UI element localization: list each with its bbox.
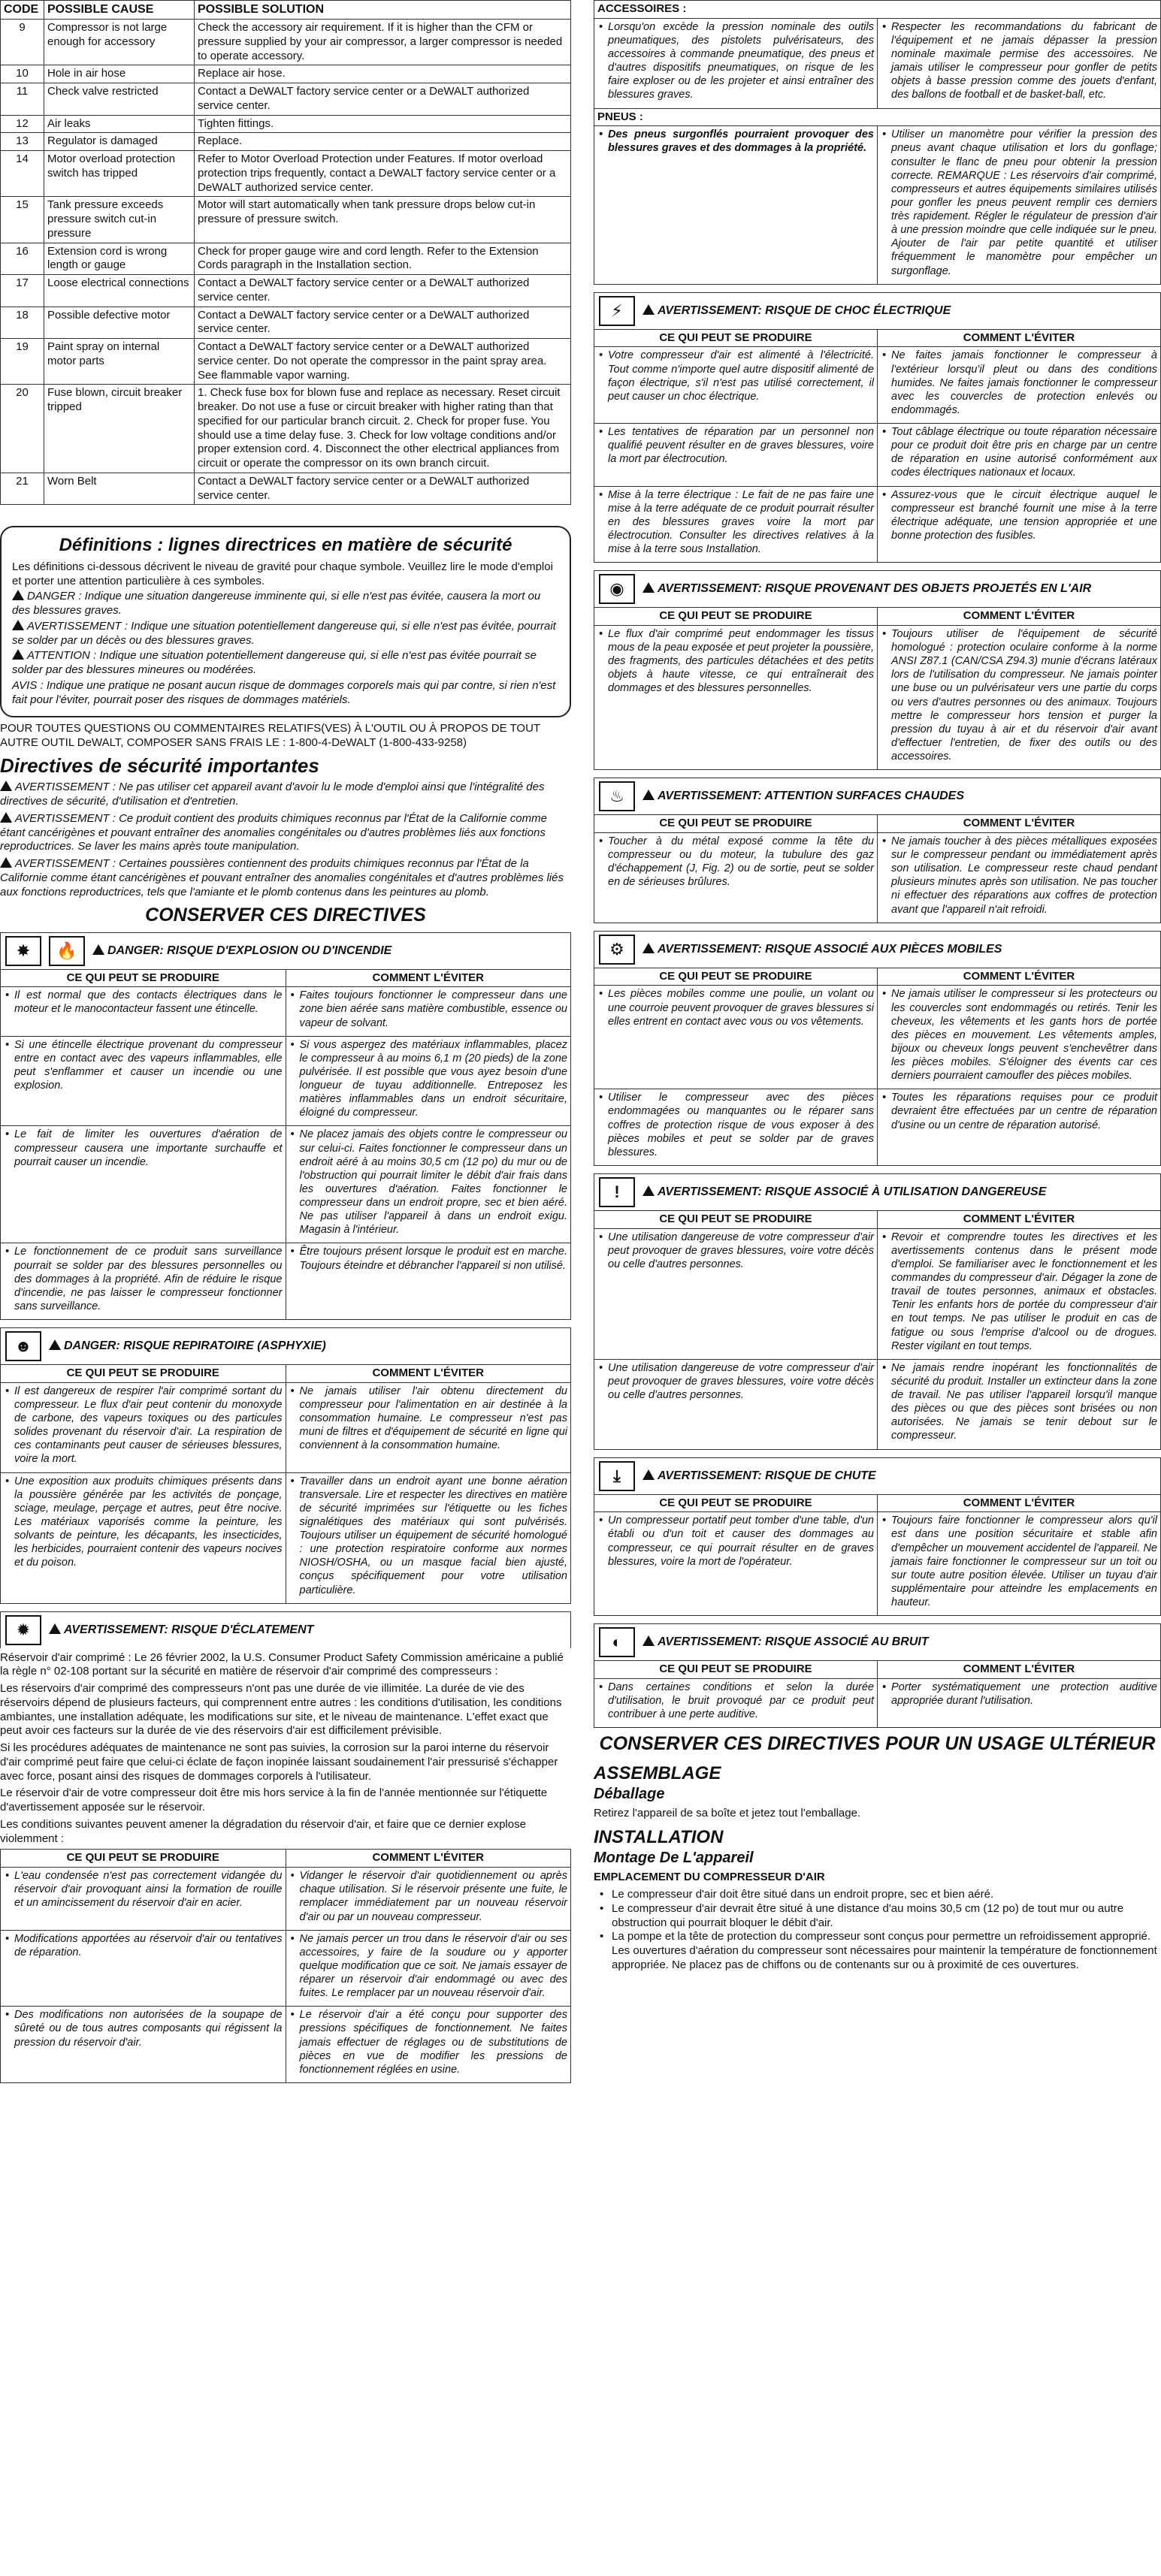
cell-code: 13 <box>1 133 44 151</box>
header-risk: CE QUI PEUT SE PRODUIRE <box>1 1850 286 1868</box>
table-header-row <box>594 329 1161 347</box>
list-item: • Ne jamais toucher à des pièces métalliques exposées sur le compresseur pendant ou immédiatement après son utilisation. Le compresseur reste chaud pendant plusieurs minutes après son utilisation. Ne pas toucher ni effectuer des réparations aux coffres de protection avant que l'appareil n'ait refroidi. <box>881 835 1157 917</box>
list-item: • Ne jamais utiliser l'air obtenu directement du compresseur pour l'alimentation en air destinée à la consommation humaine. Le compresseur n'est pas muni de filtres et d'équipement de sécurité en ligne qui conviennent à la consommation humaine. <box>289 1385 568 1453</box>
deballage-title: Déballage <box>594 1785 665 1802</box>
list-item: • Lorsqu'on excède la pression nominale des outils pneumatiques, des pistolets pulvérisateurs, des accessoires à commande pneumatique, des pneus et d'autres dispositifs pneumatiques, on risque de les faire exploser ou de les projeter et ainsi entraîner des blessures graves. <box>597 20 874 102</box>
cell-solution: Replace air hose. <box>195 65 571 83</box>
explosion-table <box>0 969 571 1321</box>
table-row <box>1 2007 571 2083</box>
header-prevention: COMMENT L'ÉVITER <box>286 1850 571 1868</box>
header-prevention: COMMENT L'ÉVITER <box>878 815 1161 833</box>
table-row <box>1 65 571 83</box>
list-item: • Toucher à du métal exposé comme la tête du compresseur ou du moteur, la tubulure des gaz d'échappement (J, Fig. 2) ou de sortie, peut se solder en de sérieuses brûlures. <box>597 835 874 889</box>
safety-p1: AVERTISSEMENT : Ne pas utiliser cet appareil avant d'avoir lu le mode d'emploi ainsi que l'intégralité des directives de sécurité, d'utilisation et d'entretien. <box>0 781 545 808</box>
list-item: • Il est dangereux de respirer l'air comprimé sortant du compresseur. Le flux d'air peut contenir du monoxyde de carbone, des vapeurs toxiques ou des particules solides provenant du réservoir d'air. La respiration de ces contaminants peut causer de sérieuses blessures, voire la mort. <box>4 1385 283 1466</box>
table-row <box>1 339 571 385</box>
table-row <box>1 115 571 133</box>
table-row <box>1 385 571 473</box>
list-item: • Ne placez jamais des objets contre le compresseur ou sur celui-ci. Faites fonctionner le compresseur dans un endroit aéré à au moins 30,5 cm (12 po) du mur ou de l'obstruction qui pourrait limiter le débit d'air frais dans les ouvertures d'aération. Faites fonctionner le compresseur dans un endroit propre, sec et bien aéré. Ne pas utiliser l'appareil à dans un endroit exigu. Magasin à l'intérieur. <box>289 1128 568 1237</box>
cell-code: 16 <box>1 243 44 275</box>
table-header-row <box>594 1661 1161 1679</box>
cell-cause: Fuse blown, circuit breaker tripped <box>44 385 195 473</box>
assemblage-title: ASSEMBLAGE <box>594 1762 721 1783</box>
contact-line: POUR TOUTES QUESTIONS OU COMMENTAIRES RELATIFS(VES) À L'OUTIL OU À PROPOS DE TOUT AUTRE OUTIL DeWALT, COMPOSER SANS FRAIS LE : 1-800-4-DeWALT (1-800-433-9258) <box>0 722 540 750</box>
def-danger: DANGER : Indique une situation dangereuse imminente qui, si elle n'est pas évitée, causera la mort ou des blessures graves. <box>12 590 541 618</box>
table-header-row <box>594 1494 1161 1512</box>
cell-code: 10 <box>1 65 44 83</box>
cell-cause: Tank pressure exceeds pressure switch cut-in pressure <box>44 197 195 243</box>
header-prevention: COMMENT L'ÉVITER <box>878 1210 1161 1228</box>
cell-cause: Regulator is damaged <box>44 133 195 151</box>
list-item: • Si une étincelle électrique provenant du compresseur entre en contact avec des vapeurs inflammables, elle peut s'enflammer et causer un incendie ou une explosion. <box>4 1038 283 1093</box>
table-header-row <box>594 1210 1161 1228</box>
cell-code: 12 <box>1 115 44 133</box>
installation-title: INSTALLATION <box>594 1827 724 1848</box>
bruit-header: ◐ AVERTISSEMENT: RISQUE ASSOCIÉ AU BRUIT <box>594 1623 1161 1660</box>
table-header-row <box>594 968 1161 986</box>
table-header-row <box>1 1850 571 1868</box>
table-row <box>1 275 571 307</box>
table-row <box>1 1930 571 2007</box>
ear-protection-icon: ◐ <box>599 1627 635 1657</box>
list-item: • Le flux d'air comprimé peut endommager les tissus mous de la peau exposée et peut projeter la poussière, des fragments, des particules détachées et des petits objets à haute vitesse, ce qui entraînerait des dommages et des blessures personnelles. <box>597 627 874 696</box>
header-risk: CE QUI PEUT SE PRODUIRE <box>594 1494 878 1512</box>
cell-code: 15 <box>1 197 44 243</box>
safety-title: Directives de sécurité importantes <box>0 753 319 777</box>
cell-solution: Contact a DeWALT factory service center or a DeWALT authorized service center. <box>195 307 571 339</box>
header-risk: CE QUI PEUT SE PRODUIRE <box>594 815 878 833</box>
right-column <box>594 0 1161 1973</box>
header-prevention: COMMENT L'ÉVITER <box>878 1494 1161 1512</box>
header-risk: CE QUI PEUT SE PRODUIRE <box>594 1210 878 1228</box>
deballage-text: Retirez l'appareil de sa boîte et jetez tout l'emballage. <box>594 1806 861 1820</box>
cell-solution: Check the accessory air requirement. If it is higher than the CFM or pressure supplied by your air compressor, a larger compressor is needed to operate accessory. <box>195 20 571 65</box>
eclatement-header: ✹ AVERTISSEMENT: RISQUE D'ÉCLATEMENT <box>0 1611 571 1648</box>
header-risk: CE QUI PEUT SE PRODUIRE <box>594 1661 878 1679</box>
cell-cause: Worn Belt <box>44 473 195 505</box>
warning-triangle-icon <box>12 590 24 600</box>
list-item: • Le fonctionnement de ce produit sans surveillance pourrait se solder par des blessures personnelles ou des dommages à la propriété. Afin de réduire le risque d'incendie, ne pas laisser le compresseur fonctionner sans surveillance. <box>4 1245 283 1313</box>
eclatement-p5: Les conditions suivantes peuvent amener la dégradation du réservoir d'air, et faire que ce dernier explose violemment : <box>0 1817 526 1845</box>
list-item: • Toujours utiliser de l'équipement de sécurité homologué : protection oculaire conforme à la norme ANSI Z87.1 (CAN/CSA Z94.3) munie d'écrans latéraux lors de l'utilisation du compresseur. Ne jamais pointer une buse ou un pulvérisateur vers une partie du corps ou vers d'autres personnes ou des animaux. Toujours mettre le compresseur hors tension et purger la pression du tuyau à air et du réservoir d'air avant d'effectuer l'entretien, de fixer des outils ou des accessoires. <box>881 627 1157 763</box>
hot-surface-icon: ♨ <box>599 781 635 811</box>
list-item: • Tout câblage électrique ou toute réparation nécessaire pour ce produit doit être pris en charge par un centre de réparation en usine autorisé conformément aux codes électriques nationaux et locaux. <box>881 425 1157 480</box>
list-item: • Si vous aspergez des matériaux inflammables, placez le compresseur à au moins 6,1 m (20 pieds) de la zone pulvérisée. Il est possible que vous ayez besoin d'une longueur de tuyau additionnelle. Entreposez les matières inflammables dans un endroit sécuritaire, éloigné du compresseur. <box>289 1038 568 1120</box>
list-item: • Un compresseur portatif peut tomber d'une table, d'un établi ou d'un toit et causer des dommages au compresseur, ce qui pourrait résulter en de graves blessures, voire la mort de l'opérateur. <box>597 1514 874 1569</box>
list-item: • Ne faites jamais fonctionner le compresseur à l'extérieur lorsqu'il pleut ou dans des conditions humides. Ne faites jamais fonctionner le compresseur avec les couvercles de protection enlevés ou endommagés. <box>881 349 1157 417</box>
header-risk: CE QUI PEUT SE PRODUIRE <box>594 968 878 986</box>
cell-code: 18 <box>1 307 44 339</box>
list-item: • Modifications apportées au réservoir d'air ou tentatives de réparation. <box>4 1932 283 1959</box>
table-header-row <box>594 608 1161 626</box>
cell-code: 14 <box>1 151 44 197</box>
header-cause: POSSIBLE CAUSE <box>44 1 195 20</box>
cell-code: 17 <box>1 275 44 307</box>
accessoires-title: ACCESSOIRES : <box>594 1 1161 19</box>
table-row <box>1 1126 571 1243</box>
respirator-icon: ☻ <box>5 1331 41 1361</box>
asphyxie-table <box>0 1364 571 1604</box>
header-prevention: COMMENT L'ÉVITER <box>878 608 1161 626</box>
cell-cause: Paint spray on internal motor parts <box>44 339 195 385</box>
warning-triangle-icon <box>0 857 12 868</box>
list-item: • Il est normal que des contacts électriques dans le moteur et le manocontacteur fassent une étincelle. <box>4 989 283 1016</box>
list-item: • Le fait de limiter les ouvertures d'aération de compresseur causera une importante surchauffe et pourrait causer un incendie. <box>4 1128 283 1168</box>
table-row <box>1 83 571 116</box>
cell-cause: Motor overload protection switch has tripped <box>44 151 195 197</box>
warning-triangle-icon <box>642 790 655 800</box>
warning-triangle-icon <box>0 781 12 791</box>
list-item: • Respecter les recommandations du fabricant de l'équipement et ne jamais dépasser la pression nominale maximale permise des accessoires. Ne jamais utiliser le compresseur pour gonfler de petits objets à basse pression comme des jouets d'enfant, des ballons de football et de basket-ball, etc. <box>881 20 1157 102</box>
table-row <box>1 20 571 65</box>
projetes-table <box>594 607 1161 770</box>
table-row <box>594 625 1161 769</box>
header-prevention: COMMENT L'ÉVITER <box>878 329 1161 347</box>
list-item: • Le réservoir d'air a été conçu pour supporter des pressions spécifiques de fonctionnement. Ne faites jamais effectuer de réglages ou de substitutions de pièces en vue de modifier les pressions de fonctionnement réglées en usine. <box>289 2008 568 2076</box>
cell-solution: Contact a DeWALT factory service center or a DeWALT authorized service center. <box>195 473 571 505</box>
table-row <box>1 307 571 339</box>
table-row <box>594 126 1161 284</box>
table-row <box>594 486 1161 563</box>
table-row <box>594 1089 1161 1166</box>
header-solution: POSSIBLE SOLUTION <box>195 1 571 20</box>
header-prevention: COMMENT L'ÉVITER <box>878 1661 1161 1679</box>
table-row <box>1 243 571 275</box>
warning-triangle-icon <box>642 1469 655 1480</box>
list-item: • Toujours faire fonctionner le compresseur alors qu'il est dans une position sécuritaire et stable afin d'empêcher un mouvement accidentel de l'appareil. Ne jamais faire fonctionner le compresseur sur un toit ou sur toute autre position élevée. Utiliser un tuyau d'air supplémentaire pour atteindre les emplacements en hauteur. <box>881 1514 1157 1609</box>
fire-icon: 🔥 <box>49 936 85 966</box>
safety-first-icon: ! <box>599 1177 635 1207</box>
cell-code: 11 <box>1 83 44 116</box>
cell-solution: Refer to Motor Overload Protection under Features. If motor overload protection trips frequently, contact a DeWALT factory service center or a DeWALT authorized service center. <box>195 151 571 197</box>
safety-p3: AVERTISSEMENT : Certaines poussières contiennent des produits chimiques reconnus par l'État de la Californie comme étant cancérigènes et pouvant entraîner des anomalies congénitales et d'autres problèmes liés aux fonctions reproductrices, tels que l'amiante et le plomb contenus dans les peintures au plomb. <box>0 857 564 898</box>
table-row <box>594 347 1161 424</box>
electric-shock-icon: ⚡ <box>599 296 635 326</box>
cell-solution: Contact a DeWALT factory service center or a DeWALT authorized service center. <box>195 275 571 307</box>
chaudes-header: ♨ AVERTISSEMENT: ATTENTION SURFACES CHAUDES <box>594 778 1161 814</box>
header-risk: CE QUI PEUT SE PRODUIRE <box>594 608 878 626</box>
list-item: • Être toujours présent lorsque le produit est en marche. Toujours éteindre et débrancher l'appareil si non utilisé. <box>289 1245 568 1272</box>
table-row <box>594 1228 1161 1359</box>
cell-solution: Check for proper gauge wire and cord length. Refer to the Extension Cords paragraph in the Installation section. <box>195 243 571 275</box>
definitions-title: Définitions : lignes directrices en matière de sécurité <box>59 535 512 556</box>
table-header-row <box>594 815 1161 833</box>
asphyxie-header: ☻ DANGER: RISQUE REPIRATOIRE (ASPHYXIE) <box>0 1327 571 1364</box>
cell-code: 9 <box>1 20 44 65</box>
list-item: • Votre compresseur d'air est alimenté à l'électricité. Tout comme n'importe quel autre dispositif alimenté de façon électrique, s'il n'est pas utilisé correctement, il peut causer un choc électrique. <box>597 349 874 403</box>
cell-code: 19 <box>1 339 44 385</box>
header-code: CODE <box>1 1 44 20</box>
list-item: • Faites toujours fonctionner le compresseur dans une zone bien aérée sans matière combustible, essence ou vapeur de solvant. <box>289 989 568 1029</box>
fall-icon: ⤓ <box>599 1461 635 1491</box>
cell-cause: Check valve restricted <box>44 83 195 116</box>
list-item: • Une exposition aux produits chimiques présents dans la poussière générée par les activités de ponçage, sciage, meulage, perçage et autres, peut être nocive. Les matériaux vaporisés comme la peinture, les solvants de peinture, les décapants, les insecticides, les herbicides, pourraient contenir des vapeurs nocives et du poison. <box>4 1475 283 1570</box>
chute-header: ⤓ AVERTISSEMENT: RISQUE DE CHUTE <box>594 1457 1161 1494</box>
warning-triangle-icon <box>0 812 12 823</box>
cell-cause: Loose electrical connections <box>44 275 195 307</box>
list-item: • Les tentatives de réparation par un personnel non qualifié peuvent résulter en de graves blessures, voire la mort par électrocution. <box>597 425 874 466</box>
cell-solution: Contact a DeWALT factory service center or a DeWALT authorized service center. Do not operate the compressor in the paint spray area. See flammable vapor warning. <box>195 339 571 385</box>
warning-triangle-icon <box>12 649 24 660</box>
cell-cause: Compressor is not large enough for accessory <box>44 20 195 65</box>
list-item: • Une utilisation dangereuse de votre compresseur d'air peut provoquer de graves blessures, voire votre décès ou celle d'autres personnes. <box>597 1361 874 1402</box>
list-item: • Travailler dans un endroit ayant une bonne aération transversale. Lire et respecter les directives en matière de sécurité imprimées sur l'étiquette ou les fiches signalétiques des matériaux qui sont pulvérisés. Toujours utiliser un équipement de sécurité homologué : une protection respiratoire conforme aux normes NIOSH/OSHA, ou un masque facial bien ajusté, conçus spécifiquement pour votre utilisation particulière. <box>289 1475 568 1597</box>
explosion-header: ✸ 🔥 DANGER: RISQUE D'EXPLOSION OU D'INCENDIE <box>0 932 571 969</box>
header-prevention: COMMENT L'ÉVITER <box>878 968 1161 986</box>
keep-future-title: CONSERVER CES DIRECTIVES POUR UN USAGE ULTÉRIEUR <box>599 1733 1156 1755</box>
emplacement-list <box>594 1888 1161 1973</box>
table-row <box>1 1472 571 1603</box>
keep-instructions-title: CONSERVER CES DIRECTIVES <box>145 904 426 926</box>
list-item: • Le compresseur d'air doit être situé dans un endroit propre, sec et bien aéré. <box>594 1888 1161 1902</box>
cell-code: 20 <box>1 385 44 473</box>
bruit-table <box>594 1660 1161 1728</box>
table-row <box>1 133 571 151</box>
definitions-intro: Les définitions ci-dessous décrivent le niveau de gravité pour chaque symbole. Veuillez lire le mode d'emploi et porter une attention particulière à ces symboles. <box>12 560 553 587</box>
chaudes-table <box>594 814 1161 923</box>
list-item: • L'eau condensée n'est pas correctement vidangée du réservoir d'air provoquant ainsi la formation de rouille et un amincissement du réservoir d'air en acier. <box>4 1869 283 1910</box>
warning-triangle-icon <box>642 582 655 593</box>
table-row <box>594 424 1161 487</box>
cell-cause: Air leaks <box>44 115 195 133</box>
accessoires-table <box>594 0 1161 285</box>
warning-triangle-icon <box>49 1339 61 1350</box>
list-item: • Revoir et comprendre toutes les directives et les avertissements contenus dans le présent mode d'emploi. Se familiariser avec le fonctionnement et les commandes du compresseur d'air. Dégager la zone de travail de toutes personnes, animaux et obstacles. Tenir les enfants hors de portée du compresseur d'air en tout temps. Ne pas utiliser le produit en cas de fatigue ou sous l'emprise d'alcool ou de drogues. Rester vigilant en tout temps. <box>881 1231 1157 1353</box>
pneus-title: PNEUS : <box>594 108 1161 126</box>
dangereuse-header: ! AVERTISSEMENT: RISQUE ASSOCIÉ À UTILISATION DANGEREUSE <box>594 1173 1161 1210</box>
explosion-icon: ✸ <box>5 936 41 966</box>
list-item: • Porter systématiquement une protection auditive appropriée durant l'utilisation. <box>881 1681 1157 1708</box>
header-prevention: COMMENT L'ÉVITER <box>286 969 571 987</box>
table-row <box>1 1382 571 1472</box>
def-attention: ATTENTION : Indique une situation potentiellement dangereuse qui, si elle n'est pas évitée pourrait se solder par des blessures mineures ou modérées. <box>12 649 537 677</box>
cell-solution: Replace. <box>195 133 571 151</box>
list-item: • Ne jamais utiliser le compresseur si les protecteurs ou les couvercles sont endommagés ou retirés. Tenir les cheveux, les vêtements et les gants hors de portée des pièces en mouvement. Les vêtements amples, bijoux ou cheveux longs peuvent s'enchevêtrer dans les pièces mobiles. S'éloigner des évents car ces derniers pourraient camoufler des pièces mobiles. <box>881 987 1157 1083</box>
list-item: • Dans certaines conditions et selon la durée d'utilisation, le bruit provoqué par ce produit peut contribuer à une perte auditive. <box>597 1681 874 1721</box>
warning-triangle-icon <box>642 1635 655 1646</box>
table-header-row <box>1 1 571 20</box>
list-item: • Vidanger le réservoir d'air quotidiennement ou après chaque utilisation. Si le réservoir présente une fuite, le remplacer immédiatement par un nouveau réservoir d'air ou par un nouveau compresseur. <box>289 1869 568 1924</box>
eclatement-p4: Le réservoir d'air de votre compresseur doit être mis hors service à la fin de l'année mentionnée sur l'étiquette d'avertissement apposée sur le réservoir. <box>0 1786 548 1814</box>
def-avertissement: AVERTISSEMENT : Indique une situation potentiellement dangereuse qui, si elle n'est pas évitée, pourrait se solder par un décès ou des blessures graves. <box>12 619 556 647</box>
cell-cause: Extension cord is wrong length or gauge <box>44 243 195 275</box>
list-item: • Mise à la terre électrique : Le fait de ne pas faire une mise à la terre adéquate de ce produit pourrait résulter en des blessures graves voire la mort par électrocution. Consulter les directives relatives à la mise à la terre sous Installation. <box>597 488 874 557</box>
moving-parts-icon: ⚙ <box>599 935 635 965</box>
left-column <box>0 0 571 2083</box>
cell-cause: Possible defective motor <box>44 307 195 339</box>
cell-solution: Motor will start automatically when tank pressure drops below cut-in pressure of pressure switch. <box>195 197 571 243</box>
eclatement-p2: Les réservoirs d'air comprimé des compresseurs n'ont pas une durée de vie illimitée. La durée de vie des réservoirs dépend de plusieurs facteurs, qui comprennent entre autres : les conditions d'utilisation, les conditions ambiantes, une installation adéquate, les modifications sur site, et le niveau de maintenance. L'effet exact que peut avoir ces facteurs sur la durée de vie des réservoirs d'air est difficilement prévisible. <box>0 1682 562 1738</box>
warning-triangle-icon <box>12 620 24 630</box>
cell-solution: Contact a DeWALT factory service center or a DeWALT authorized service center. <box>195 83 571 116</box>
definitions-box <box>0 526 571 717</box>
list-item: • La pompe et la tête de protection du compresseur sont conçus pour permettre un refroidissement approprié. Les ouvertures d'aération du compresseur sont nécessaires pour maintenir la température de fonctionnement appropriée. Ne placez pas de chiffons ou de contenants sur ou à proximité de ces ouvertures. <box>594 1930 1161 1972</box>
table-row <box>594 1359 1161 1449</box>
table-row <box>594 18 1161 108</box>
dangereuse-table <box>594 1210 1161 1450</box>
list-item: • Ne jamais percer un trou dans le réservoir d'air ou ses accessoires, y faire de la soudure ou y apporter quelque modification que ce soit. Ne jamais essayer de réparer un réservoir d'air endommagé ou avec des fuites. Le remplacer par un nouveau réservoir d'air. <box>289 1932 568 2001</box>
montage-title: Montage De L'appareil <box>594 1850 754 1867</box>
table-row <box>1 1243 571 1320</box>
eclatement-p1: Réservoir d'air comprimé : Le 26 février 2002, la U.S. Consumer Product Safety Commission américaine a publié la règle n° 02-108 portant sur la sécurité en matière de réservoir d'air comprimé des compresseurs : <box>0 1650 564 1678</box>
projetes-header: ◉ AVERTISSEMENT: RISQUE PROVENANT DES OBJETS PROJETÉS EN L'AIR <box>594 570 1161 607</box>
troubleshooting-table <box>0 0 571 505</box>
eclatement-table <box>0 1849 571 2083</box>
list-item: • Des modifications non autorisées de la soupape de sûreté ou de tous autres composants qui régissent la pression du réservoir d'air. <box>4 2008 283 2049</box>
table-row <box>594 986 1161 1089</box>
list-item: • Assurez-vous que le circuit électrique auquel le compresseur est branché fournit une mise à la terre électrique adéquate, une tension appropriée et une bonne protection des fusibles. <box>881 488 1157 543</box>
header-risk: CE QUI PEUT SE PRODUIRE <box>594 329 878 347</box>
goggles-icon: ◉ <box>599 574 635 604</box>
cell-solution: 1. Check fuse box for blown fuse and replace as necessary. Reset circuit breaker. Do not use a fuse or circuit breaker with higher rating than that specified for our particular branch circuit. 2. Check for proper fuse. You should use a time delay fuse. 3. Check for low voltage conditions and/or proper extension cord. 4. Disconnect the other electrical appliances from circuit or operate the compressor on its own branch circuit. <box>195 385 571 473</box>
header-prevention: COMMENT L'ÉVITER <box>286 1365 571 1383</box>
choc-table <box>594 329 1161 563</box>
cell-cause: Hole in air hose <box>44 65 195 83</box>
choc-header: ⚡ AVERTISSEMENT: RISQUE DE CHOC ÉLECTRIQUE <box>594 292 1161 329</box>
table-row <box>594 832 1161 923</box>
table-row <box>1 1036 571 1126</box>
list-item: • Des pneus surgonflés pourraient provoquer des blessures graves et des dommages à la propriété. <box>597 128 874 155</box>
list-item: • Toutes les réparations requises pour ce produit devraient être effectuées par un centre de réparation d'usine ou un centre de réparation autorisé. <box>881 1091 1157 1131</box>
cell-code: 21 <box>1 473 44 505</box>
list-item: • Ne jamais rendre inopérant les fonctionnalités de sécurité du produit. Installer un extincteur dans la zone de travail. Ne pas utiliser l'appareil lorsqu'il manque des pièces ou que des pièces sont brisées ou non autorisées. Ne jamais se tenir debout sur le compresseur. <box>881 1361 1157 1443</box>
emplacement-title: EMPLACEMENT DU COMPRESSEUR D'AIR <box>594 1871 825 1884</box>
warning-triangle-icon <box>92 944 104 955</box>
safety-p2: AVERTISSEMENT : Ce produit contient des produits chimiques reconnus par l'État de la Californie comme étant cancérigènes et pouvant entraîner des anomalies congénitales ou d'autres problèmes liés aux fonctions reproductrices. Se laver les mains après toute manipulation. <box>0 811 547 853</box>
warning-triangle-icon <box>49 1623 61 1634</box>
warning-triangle-icon <box>642 1185 655 1196</box>
cell-solution: Tighten fittings. <box>195 115 571 133</box>
table-row <box>1 473 571 505</box>
eclatement-p3: Si les procédures adéquates de maintenance ne sont pas suivies, la corrosion sur la paroi interne du réservoir d'air comprimé peut faire que celui-ci éclate de façon inopinée laissant soudainement l'air pressurisé s'échapper avec force, posant ainsi des risques de dommages corporels à l'utilisateur. <box>0 1741 558 1783</box>
table-header-row <box>1 969 571 987</box>
mobiles-header: ⚙ AVERTISSEMENT: RISQUE ASSOCIÉ AUX PIÈCES MOBILES <box>594 931 1161 968</box>
table-row <box>1 151 571 197</box>
list-item: • Le compresseur d'air devrait être situé à une distance d'au moins 30,5 cm (12 po) de tout mur ou autre obstruction qui pourrait bloquer le débit d'air. <box>594 1902 1161 1931</box>
mobiles-table <box>594 968 1161 1166</box>
list-item: • Les pièces mobiles comme une poulie, un volant ou une courroie peuvent provoquer de graves blessures si elles entrent en contact avec vous ou vos vêtements. <box>597 987 874 1028</box>
def-avis: AVIS : Indique une pratique ne posant aucun risque de dommages corporels mais qui par contre, si rien n'est fait pour l'éviter, pourrait poser des risques de dommages matériels. <box>12 678 556 706</box>
table-row <box>1 197 571 243</box>
chute-table <box>594 1494 1161 1617</box>
table-row <box>594 1512 1161 1616</box>
table-row <box>1 1868 571 1931</box>
list-item: • Utiliser un manomètre pour vérifier la pression des pneus avant chaque utilisation et lors du gonflage; consulter le flanc de pneu pour obtenir la pression correcte. REMARQUE : Les réservoirs d'air comprimé, compresseurs et autres équipements similaires utilisés pour gonfler les pneus peuvent remplir ces derniers très rapidement. Régler le régulateur de pression d'air à une pression moindre que celle indiquée sur le pneu. Ajouter de l'air par petite quantité et utiliser fréquemment le manomètre pour empêcher un surgonflage. <box>881 128 1157 277</box>
table-row <box>1 987 571 1036</box>
list-item: • Utiliser le compresseur avec des pièces endommagées ou manquantes ou le réparer sans coffres de protection risque de vous exposer à des pièces mobiles et peut se solder par de graves blessures. <box>597 1091 874 1159</box>
burst-icon: ✹ <box>5 1615 41 1645</box>
warning-triangle-icon <box>642 943 655 953</box>
warning-triangle-icon <box>642 304 655 315</box>
header-risk: CE QUI PEUT SE PRODUIRE <box>1 969 286 987</box>
table-header-row <box>1 1365 571 1383</box>
list-item: • Une utilisation dangereuse de votre compresseur d'air peut provoquer de graves blessures, voire votre décès ou celle d'autres personnes. <box>597 1231 874 1271</box>
header-risk: CE QUI PEUT SE PRODUIRE <box>1 1365 286 1383</box>
table-row <box>594 1678 1161 1727</box>
